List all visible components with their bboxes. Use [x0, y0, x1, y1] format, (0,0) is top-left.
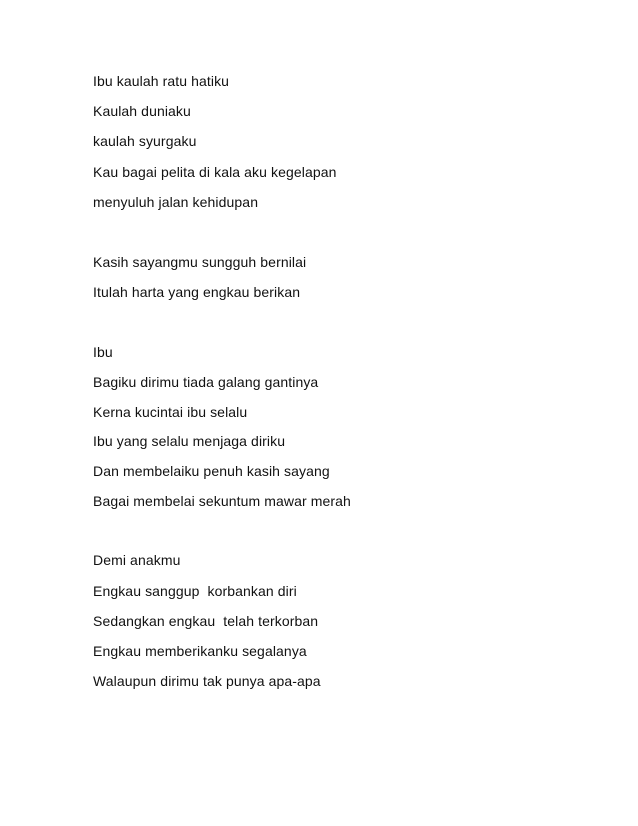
poem-line: Walaupun dirimu tak punya apa-apa — [93, 673, 321, 689]
poem-line: Engkau sanggup korbankan diri — [93, 583, 297, 599]
poem-line: Itulah harta yang engkau berikan — [93, 284, 301, 300]
poem-line: menyuluh jalan kehidupan — [93, 194, 259, 210]
poem-line: Kaulah duniaku — [93, 103, 191, 119]
poem-line: Kasih sayangmu sungguh bernilai — [93, 254, 307, 270]
poem-line: Bagai membelai sekuntum mawar merah — [93, 493, 351, 509]
poem-line: Ibu yang selalu menjaga diriku — [93, 433, 286, 449]
poem-line: Sedangkan engkau telah terkorban — [93, 613, 319, 629]
poem-line: Bagiku dirimu tiada galang gantinya — [93, 374, 319, 390]
poem-line: kaulah syurgaku — [93, 133, 197, 149]
poem-line: Demi anakmu — [93, 552, 181, 568]
poem-line: Engkau memberikanku segalanya — [93, 643, 307, 659]
poem-line: Kau bagai pelita di kala aku kegelapan — [93, 164, 337, 180]
poem-line: Kerna kucintai ibu selalu — [93, 404, 248, 420]
poem-line: Ibu — [93, 344, 113, 360]
poem-line: Ibu kaulah ratu hatiku — [93, 73, 230, 89]
poem-line: Dan membelaiku penuh kasih sayang — [93, 463, 330, 479]
